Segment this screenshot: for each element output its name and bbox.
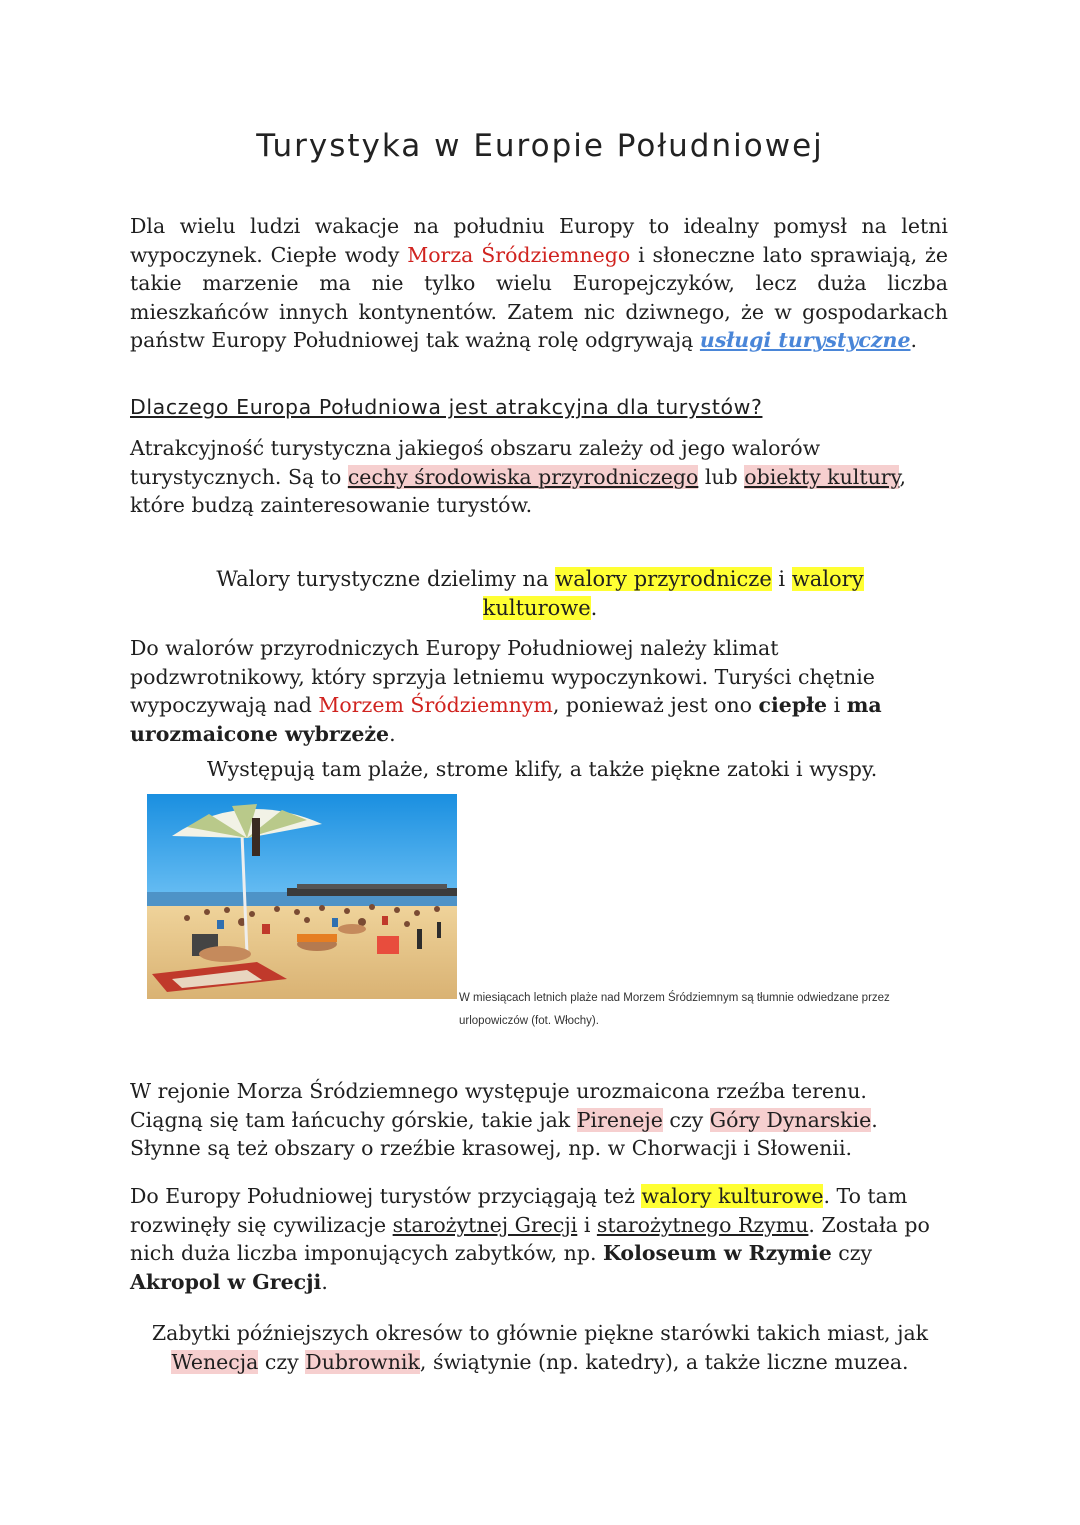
paragraph-text: , świątynie (np. katedry), a także liczne muzea. (419, 1349, 909, 1374)
paragraph-text: i (577, 1212, 597, 1237)
page-title: Turystyka w Europie Południowej (256, 128, 824, 164)
paragraph-text: , ponieważ jest ono (552, 693, 759, 717)
bold-acropolis: Akropol w Grecji (130, 1269, 322, 1294)
relief-paragraph (130, 1077, 940, 1163)
highlight-cultural-values: walory kulturowe (482, 567, 864, 620)
bold-warm: ciepłe (758, 693, 828, 717)
intro-text: . (910, 328, 918, 352)
division-paragraph (180, 565, 900, 622)
highlight-dinaric-alps: Góry Dynarskie (709, 1107, 872, 1132)
paragraph-text: lub (698, 464, 745, 489)
paragraph-text: Walory turystyczne dzielimy na (216, 567, 556, 591)
paragraph-text: Do walorów przyrodniczych Europy Południowej należy klimat podzwrotnikowy, który sprzyja letniemu wypoczynkowi. Turyści chętnie wypoczywają nad (130, 636, 875, 717)
beach-photo-drawing (147, 794, 457, 999)
intro-text: Dla wielu ludzi wakacje na południu Europy to idealny pomysł na letni wypoczynek. Ciepłe wody (130, 214, 948, 267)
bold-colosseum: Koloseum w Rzymie (603, 1241, 832, 1265)
underline-ancient-greece: starożytnej Grecji (392, 1212, 578, 1237)
highlight-pyrenees: Pireneje (576, 1107, 663, 1132)
sea-name: Morzem Śródziemnym (318, 693, 553, 717)
highlight-venice: Wenecja (171, 1349, 259, 1374)
paragraph-text: i (827, 693, 847, 717)
bold-coastline: ma urozmaicone wybrzeże (130, 693, 882, 746)
paragraph-text: Zabytki późniejszych okresów to głównie piękne starówki takich miast, jak (151, 1321, 929, 1345)
photo-caption: W miesiącach letnich plaże nad Morzem Śródziemnym są tłumnie odwiedzane przez urlopowiczów (fot. Włochy). (459, 992, 890, 1027)
paragraph-text: W rejonie Morza Śródziemnego występuje urozmaicona rzeźba terenu. Ciągną się tam łańcuchy górskie, takie jak (130, 1079, 867, 1132)
beach-photo (147, 794, 457, 999)
beaches-paragraph: Występują tam plaże, strome klify, a także piękne zatoki i wyspy. (207, 757, 878, 781)
intro-paragraph (130, 212, 948, 355)
natural-values-paragraph (130, 634, 890, 748)
paragraph-text: czy (831, 1241, 873, 1265)
paragraph-text: czy (258, 1349, 306, 1374)
section-heading: Dlaczego Europa Południowa jest atrakcyjna dla turystów? (130, 395, 763, 419)
paragraph-text: . Została po nich duża liczba imponujących zabytków, np. (130, 1212, 930, 1265)
highlight-nature: cechy środowiska przyrodniczego (347, 464, 699, 489)
underline-ancient-rome: starożytnego Rzymu (596, 1212, 809, 1237)
paragraph-text: Atrakcyjność turystyczna jakiegoś obszaru zależy od jego walorów turystycznych. Są to (130, 436, 821, 489)
paragraph-text: . To tam rozwinęły się cywilizacje (130, 1184, 908, 1237)
paragraph-text: . (389, 721, 396, 746)
sea-name: Morza Śródziemnego (407, 242, 631, 267)
cultural-values-paragraph (130, 1182, 945, 1296)
paragraph-text: Do Europy Południowej turystów przyciągają też (130, 1184, 642, 1208)
highlight-culture: obiekty kultury (744, 464, 900, 489)
intro-text: i słoneczne lato sprawiają, że takie marzenie ma nie tylko wielu Europejczyków, lecz duża liczba mieszkańców innych kontynentów. Zatem nic dziwnego, że w gospodarkach państw Europy Południowej tak ważną rolę odgrywają (130, 242, 948, 352)
later-monuments-paragraph (140, 1319, 940, 1376)
paragraph-text: i (771, 567, 792, 591)
attractiveness-paragraph (130, 434, 930, 520)
highlight-natural-values: walory przyrodnicze (555, 567, 772, 591)
highlight-cultural-values: walory kulturowe (641, 1184, 824, 1208)
paragraph-text: . (590, 595, 598, 620)
paragraph-text: . Słynne są też obszary o rzeźbie krasowej, np. w Chorwacji i Słowenii. (130, 1107, 878, 1160)
paragraph-text: czy (662, 1107, 710, 1132)
tourist-services-link[interactable]: usługi turystyczne (699, 328, 911, 352)
paragraph-text: . (321, 1269, 328, 1294)
highlight-dubrovnik: Dubrownik (305, 1349, 420, 1374)
paragraph-text: , które budzą zainteresowanie turystów. (130, 464, 906, 517)
